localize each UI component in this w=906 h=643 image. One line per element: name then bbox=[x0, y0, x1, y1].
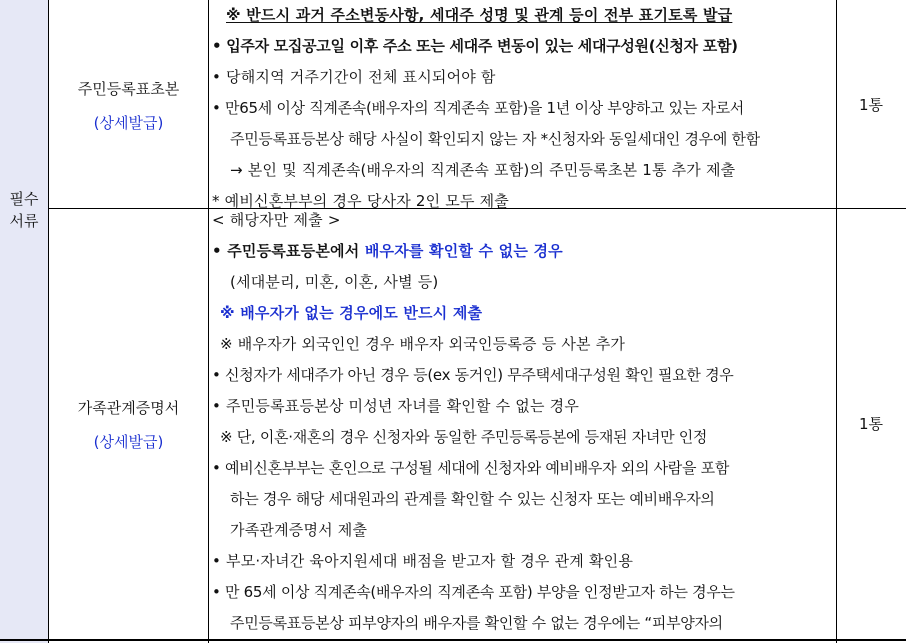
list-item: • 부모·자녀간 육아지원세대 배점을 받고자 할 경우 관계 확인용 bbox=[212, 552, 634, 570]
list-item: < 해당자만 제출 > bbox=[212, 211, 341, 229]
doc-cell-family-relation bbox=[49, 391, 208, 459]
doc-name: 가족관계증명서 bbox=[77, 399, 180, 417]
doc-issue-link[interactable]: (상세발급) bbox=[93, 114, 164, 132]
list-item-highlight: 배우자를 확인할 수 없는 경우 bbox=[364, 242, 563, 260]
category-label-line1: 필수 bbox=[9, 190, 39, 208]
grid-line-v2 bbox=[208, 0, 209, 643]
list-item: • 입주자 모집공고일 이후 주소 또는 세대주 변동이 있는 세대구성원(신청자 포함) bbox=[212, 37, 738, 55]
list-item: → 본인 및 직계존속(배우자의 직계존속 포함)의 주민등록초본 1통 추가 제출 bbox=[230, 161, 736, 179]
list-item: • 만65세 이상 직계존속(배우자의 직계존속 포함)을 1년 이상 부양하고 있는 자로서 bbox=[212, 99, 744, 117]
category-label-line2: 서류 bbox=[9, 212, 39, 230]
list-item: 주민등록표등본상 피부양자의 배우자를 확인할 수 없는 경우에는 “피부양자의 bbox=[230, 614, 723, 632]
list-item: ※ 배우자가 없는 경우에도 반드시 제출 bbox=[220, 304, 483, 322]
list-item: • 예비신혼부부는 혼인으로 구성될 세대에 신청자와 예비배우자 외의 사람을 포함 bbox=[212, 459, 730, 477]
list-item: ※ 단, 이혼·재혼의 경우 신청자와 동일한 주민등록등본에 등재된 자녀만 인정 bbox=[220, 428, 708, 446]
qty-cell: 1통 bbox=[858, 96, 884, 114]
list-item: • 신청자가 세대주가 아닌 경우 등(ex 동거인) 무주택세대구성원 확인 필요한 경우 bbox=[212, 366, 734, 384]
qty-cell: 1통 bbox=[858, 415, 884, 433]
doc-issue-link[interactable]: (상세발급) bbox=[93, 433, 164, 451]
doc-cell-resident-abstract bbox=[49, 72, 208, 140]
list-item: • 당해지역 거주기간이 전체 표시되어야 함 bbox=[212, 68, 496, 86]
list-item: ※ 배우자가 외국인인 경우 배우자 외국인등록증 등 사본 추가 bbox=[220, 335, 626, 353]
requirements-list bbox=[212, 205, 836, 639]
list-item: • 주민등록표등본상 미성년 자녀를 확인할 수 없는 경우 bbox=[212, 397, 580, 415]
table-bottom-border bbox=[0, 639, 906, 641]
list-item: 가족관계증명서 제출 bbox=[230, 521, 368, 539]
list-item: 하는 경우 해당 세대원과의 관계를 확인할 수 있는 신청자 또는 예비배우자의 bbox=[230, 490, 715, 508]
list-item: * 예비신혼부부의 경우 당사자 2인 모두 제출 bbox=[212, 192, 509, 210]
requirements-list bbox=[212, 0, 836, 217]
list-item: (세대분리, 미혼, 이혼, 사별 등) bbox=[230, 273, 439, 291]
list-item bbox=[212, 236, 836, 267]
list-item: • 만 65세 이상 직계존속(배우자의 직계존속 포함) 부양을 인정받고자 하는 경우는 bbox=[212, 583, 735, 601]
list-item: 주민등록표등본상 해당 사실이 확인되지 않는 자 *신청자와 동일세대인 경우에 한함 bbox=[230, 130, 760, 148]
list-item-text: • 주민등록표등본에서 bbox=[212, 242, 360, 260]
list-item: ※ 반드시 과거 주소변동사항, 세대주 성명 및 관계 등이 전부 표기토록 발급 bbox=[226, 6, 733, 24]
doc-name: 주민등록표초본 bbox=[77, 80, 180, 98]
